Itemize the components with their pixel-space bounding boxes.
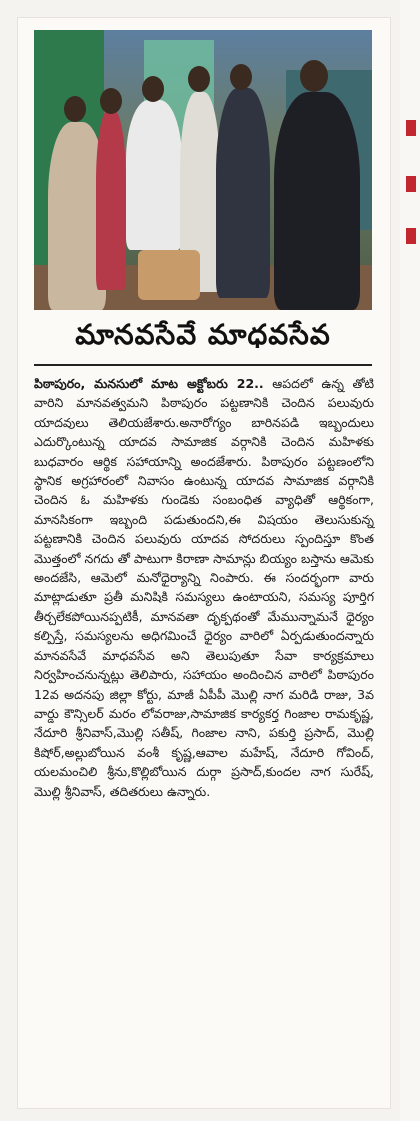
person-2-head xyxy=(100,88,122,114)
person-1-head xyxy=(64,96,86,122)
article-text: ఆపదలో ఉన్న తోటి వారిని మానవత్వమని పిఠాపురం పట్టణానికి చెందిన పలువురు యాదవులు తెలియజేశారు.అనారోగ్యం బారినపడి ఇబ్బందులు ఎదుర్కొంటున్న యాదవ సామాజిక వర్గానికి చెందిన మహిళకు బుధవారం ఆర్థిక సహాయాన్ని అందజేశారు. పిఠాపురం పట్టణంలోని స్థానిక అగ్రహారంలో నివాసం ఉంటున్న యాదవ సామాజిక వర్గానికి చెందిన ఓ మహిళకు గుండెకు సంబంధిత వ్యాధితో ఆర్థికంగా, మానసికంగా ఇబ్బంది పడుతుందని,ఈ విషయం తెలుసుకున్న పట్టణానికి చెందిన పలువురు యాదవ సోదరులు స్పందిస్తూ కొంత మొత్తంలో నగదు తో పాటుగా కిరాణా సామాన్లు బియ్యం బస్తాను ఆమెకు అందజేసి, ఆమెలో మనోధైర్యాన్ని నింపారు. ఈ సందర్భంగా వారు మాట్లాడుతూ ప్రతీ మనిషికి సమస్యలు ఉంటాయని, సమస్య పూర్తిగ తీర్చలేకపోయినప్పటికీ, మానవతా దృక్పథంతో మేమున్నామనే ధైర్యం కల్పిస్తే, సమస్యలను అధిగమించే ధైర్యం వారిలో ఏర్పడుతుందన్నారు మానవసేవే మాధవసేవ అని తెలుపుతూ సేవా కార్యక్రమాలు నిర్వహించనున్నట్లు తెలిపారు, సహాయం అందించిన వారిలో పిఠాపురం 12వ అదనపు జిల్లా కోర్టు, మాజీ ఏపీపీ మొల్లి నాగ మరిడి రాజు, 3వ వార్డు కౌన్సిలర్ మరం లోవరాజు,సామాజిక కార్యకర్త గింజాల రామకృష్ణ, నేదూరి శ్రీనివాస్,మొల్లి సతీష్, గింజాల నాని, పకుర్తి ప్రసాద్, మొల్లి కిషోర్,అల్లుబోయిన వంశీ కృష్ణ,ఆవాల మహేష్, నేదూరి గోవింద్, యలమంచిలి శ్రీను,కొల్లిబోయిన దుర్గా ప్రసాద్,కుందల నాగ సురేష్, మొల్లి శ్రీనివాస్, తదితరులు ఉన్నారు. xyxy=(34,376,374,799)
adjacent-page-edge xyxy=(400,0,420,1121)
rice-bag xyxy=(138,250,200,300)
red-marker-3 xyxy=(406,228,416,244)
person-3-head xyxy=(142,76,164,102)
person-4-head xyxy=(188,66,210,92)
news-clipping xyxy=(18,18,390,1108)
red-marker-1 xyxy=(406,120,416,136)
person-3 xyxy=(126,100,182,250)
person-6-head xyxy=(300,60,328,92)
article-body xyxy=(34,374,374,801)
person-6 xyxy=(274,92,360,310)
headline: మానవసేవే మాధవసేవ xyxy=(34,318,372,366)
red-marker-2 xyxy=(406,176,416,192)
person-5-head xyxy=(230,64,252,90)
person-5 xyxy=(216,88,270,298)
dateline: పిఠాపురం, మనసులో మాట అక్టోబరు 22.. xyxy=(34,376,264,391)
article-photo xyxy=(34,30,372,310)
person-2 xyxy=(96,110,126,290)
